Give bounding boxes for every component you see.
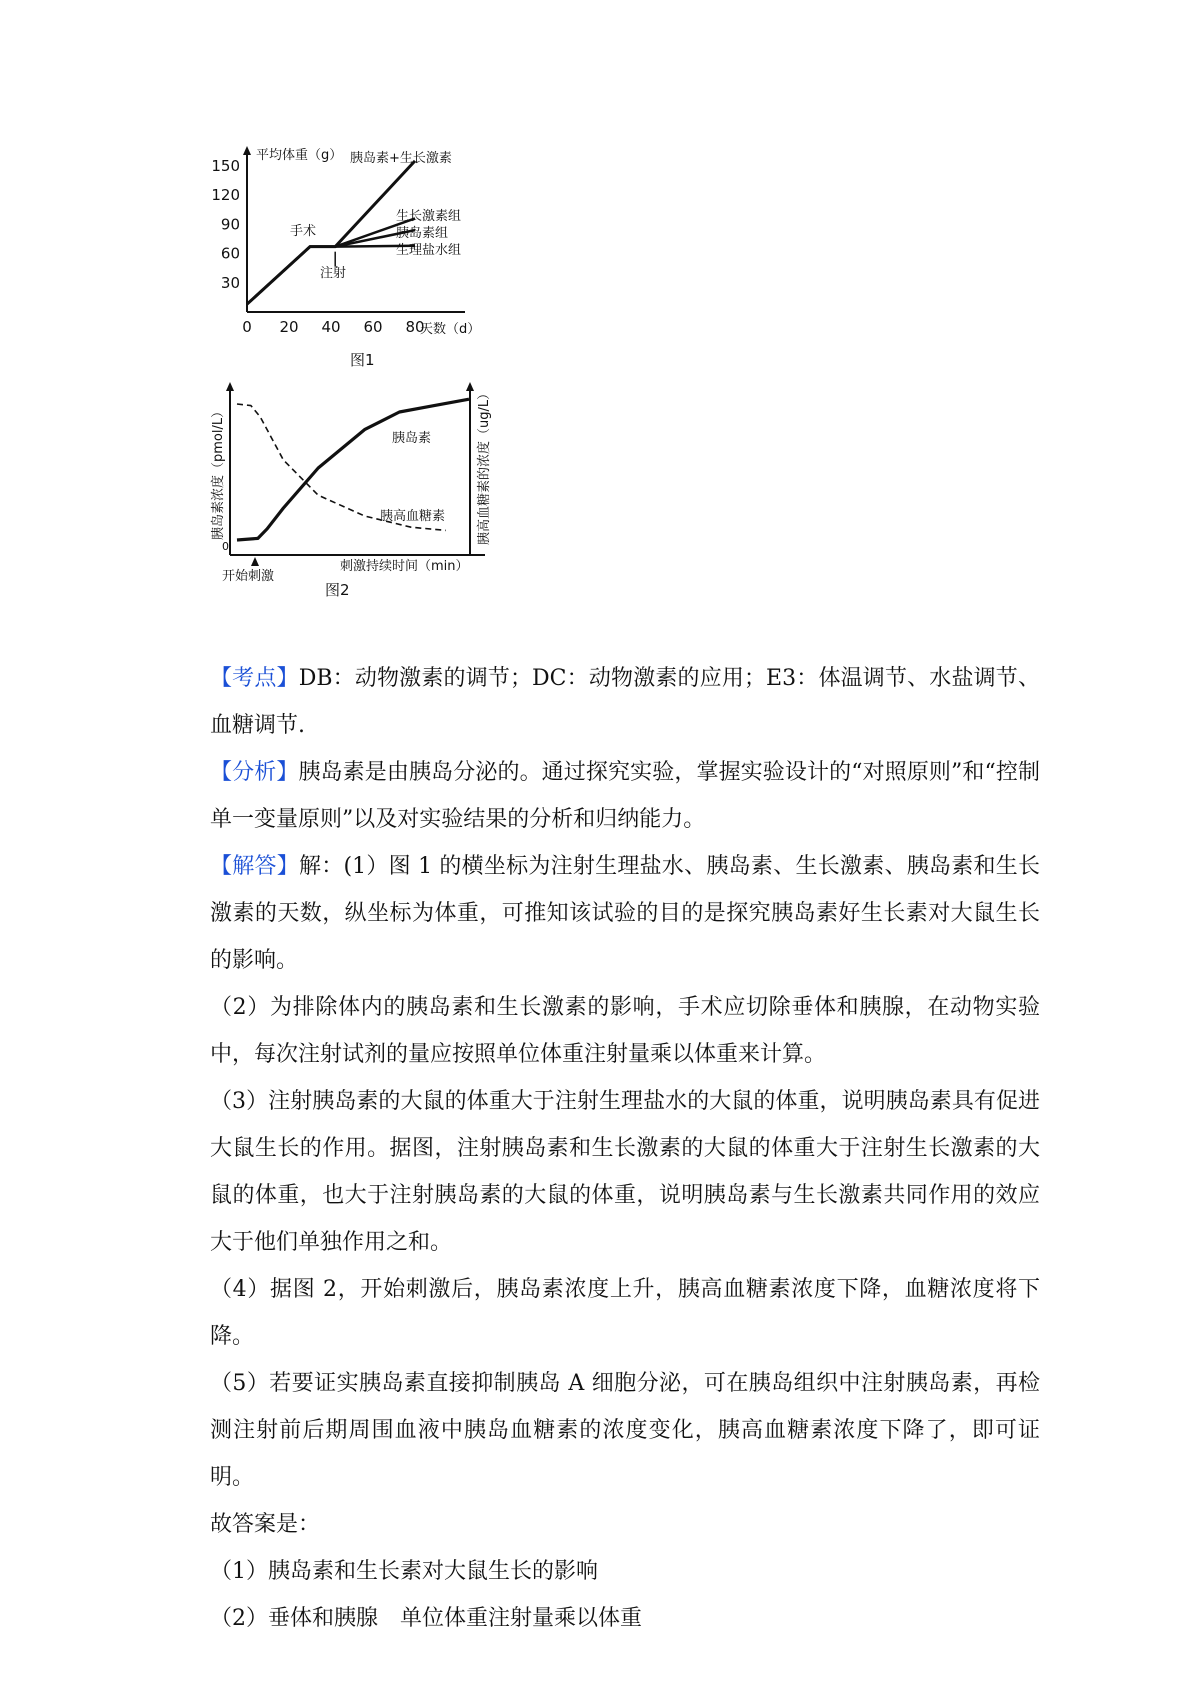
fig1-series-label-2: 胰岛素组: [396, 226, 449, 241]
fig1-injection-label: 注射: [320, 266, 347, 281]
fig2-glucagon-label: 胰高血糖素: [380, 509, 446, 524]
fig1-y-tick-150: 150: [211, 156, 240, 175]
fig2-start-arrow: [251, 557, 259, 566]
solution-text: [210, 655, 1040, 1642]
answer-part-5: （5）若要证实胰岛素直接抑制胰岛 A 细胞分泌，可在胰岛组织中注射胰岛素，再检测注射前后期周围血液中胰岛血糖素的浓度变化，胰高血糖素浓度下降了，即可证明。: [210, 1371, 1040, 1490]
fig2-start-label: 开始刺激: [222, 569, 275, 584]
final-answer-2: （2）垂体和胰腺 单位体重注射量乘以体重: [210, 1606, 642, 1631]
answer-intro: 故答案是：: [210, 1512, 321, 1537]
fig1-y-tick-30: 30: [220, 273, 240, 292]
fig1-x-axis-label: 天数（d）: [420, 322, 481, 337]
fig1-x-tick-60: 60: [363, 318, 383, 336]
fig1-series-label-3: 生理盐水组: [396, 243, 462, 258]
fig1-y-axis-arrow: [243, 146, 251, 155]
fig2-caption: 图2: [325, 581, 350, 599]
fig1-x-tick-40: 40: [321, 318, 341, 336]
fenxi-tag: 【分析】: [210, 760, 299, 785]
kaodian-tag: 【考点】: [210, 666, 299, 691]
fig2-origin-label: 0: [222, 540, 229, 553]
answer-part-2: （2）为排除体内的胰岛素和生长激素的影响，手术应切除垂体和胰腺，在动物实验中，每次注射试剂的量应按照单位体重注射量乘以体重来计算。: [210, 995, 1040, 1067]
fig1-series-line-1: [247, 218, 415, 304]
fig1-series-label-1: 生长激素组: [396, 209, 462, 224]
fig2-insulin-label: 胰岛素: [392, 431, 432, 446]
fenxi-text: 胰岛素是由胰岛分泌的。通过探究实验，掌握实验设计的“对照原则”和“控制单一变量原则”以及对实验结果的分析和归纳能力。: [210, 760, 1040, 832]
fig1-x-tick-20: 20: [279, 318, 299, 336]
fig2-y-left-label: 胰岛素浓度（pmol/L）: [211, 404, 226, 540]
fig2-right-axis-arrow: [466, 382, 474, 391]
fig2-x-axis-label: 刺激持续时间（min）: [340, 559, 469, 574]
fig1-surgery-label: 手术: [290, 224, 317, 239]
answer-part-3: （3）注射胰岛素的大鼠的体重大于注射生理盐水的大鼠的体重，说明胰岛素具有促进大鼠生长的作用。据图，注射胰岛素和生长激素的大鼠的体重大于注射生长激素的大鼠的体重，也大于注射胰岛素的大鼠的体重，说明胰岛素与生长激素共同作用的效应大于他们单独作用之和。: [210, 1089, 1040, 1255]
fenxi-paragraph: [210, 749, 1040, 843]
final-answer-1: （1）胰岛素和生长素对大鼠生长的影响: [210, 1559, 598, 1584]
jieda-text: 解：(1）图 1 的横坐标为注射生理盐水、胰岛素、生长激素、胰岛素和生长激素的天数，纵坐标为体重，可推知该试验的目的是探究胰岛素好生长素对大鼠生长的影响。: [210, 854, 1040, 973]
figure-2-chart: [200, 380, 570, 645]
fig1-y-axis-label: 平均体重（g）: [256, 148, 343, 163]
fig1-series-label-0: 胰岛素+生长激素: [350, 151, 452, 166]
jieda-tag: 【解答】: [210, 854, 300, 879]
kaodian-paragraph: [210, 655, 1040, 749]
answer-part-4: （4）据图 2，开始刺激后，胰岛素浓度上升，胰高血糖素浓度下降，血糖浓度将下降。: [210, 1277, 1040, 1349]
fig1-y-tick-120: 120: [211, 186, 240, 204]
fig1-caption: 图1: [350, 351, 375, 369]
fig2-left-axis-arrow: [226, 382, 234, 391]
jieda-paragraph: [210, 843, 1040, 984]
fig1-x-tick-80: 80: [405, 318, 425, 336]
fig1-x-tick-0: 0: [242, 318, 252, 336]
fig2-y-right-label: 胰高血糖素的浓度（ug/L）: [477, 386, 492, 545]
figure-1-chart: [200, 140, 540, 370]
fig1-y-tick-90: 90: [220, 215, 240, 234]
kaodian-text: DB：动物激素的调节；DC：动物激素的应用；E3：体温调节、水盐调节、血糖调节.: [210, 666, 1040, 738]
fig1-y-tick-60: 60: [220, 244, 240, 263]
